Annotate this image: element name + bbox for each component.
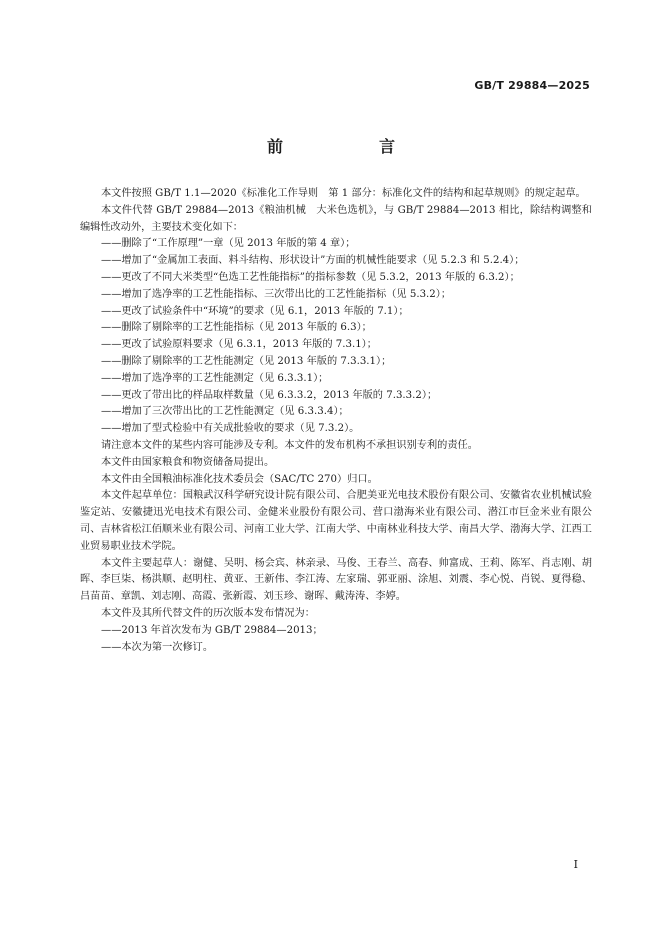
page-title: 前 言	[266, 137, 435, 156]
change-item: ——增加了选净率的工艺性能指标、三次带出比的工艺性能指标（见 5.3.2）；	[101, 288, 452, 300]
change-item: ——更改了带出比的样品取样数量（见 6.3.3.2，2013 年版的 7.3.3.2）；	[101, 389, 438, 401]
paragraph-history: 本文件及其所代替文件的历次版本发布情况为：	[101, 607, 315, 619]
foreword-body	[80, 186, 592, 656]
paragraph-drafting-rules: 本文件按照 GB/T 1.1—2020《标准化工作导则 第 1 部分：标准化文件的结构和起草规则》的规定起草。	[101, 188, 586, 199]
page-number: I	[573, 858, 578, 871]
paragraph-drafters: 本文件主要起草人：谢健、吴明、杨会宾、林亲录、马俊、王春兰、高春、帅富成、王莉、陈军、肖志刚、胡晖、李巨柒、杨洪顺、赵明柱、黄亚、王新伟、李江涛、左家瑞、郭亚丽、涂旭、刘震、李心悦、肖锐、夏得稳、吕苗苗、章凯、刘志刚、高霞、张新霞、刘玉珍、谢晖、戴涛涛、李婷。	[80, 557, 592, 603]
paragraph-drafting-units: 本文件起草单位：国粮武汉科学研究设计院有限公司、合肥美亚光电技术股份有限公司、安徽省农业机械试验鉴定站、安徽捷迅光电技术有限公司、金健米业股份有限公司、营口渤海米业有限公司、潜江市巨金米业有限公司、吉林省松江佰顺米业有限公司、河南工业大学、江南大学、中南林业科技大学、南昌大学、渤海大学、江西工业贸易职业技术学院。	[80, 490, 592, 552]
change-item: ——更改了不同大米类型“色选工艺性能指标”的指标参数（见 5.3.2，2013 年版的 6.3.2）；	[101, 271, 520, 283]
standard-code: GB/T 29884—2025	[474, 79, 590, 92]
change-item: ——删除了剔除率的工艺性能指标（见 2013 年版的 6.3）；	[101, 322, 372, 334]
change-item: ——更改了试验条件中“环境”的要求（见 6.1，2013 年版的 7.1）；	[101, 305, 409, 317]
change-item: ——增加了“金属加工表面、料斗结构、形状设计”方面的机械性能要求（见 5.2.3 和 5.2.4）；	[101, 255, 525, 267]
change-item: ——删除了剔除率的工艺性能测定（见 2013 年版的 7.3.3.1）；	[101, 355, 392, 367]
paragraph-patent-notice: 请注意本文件的某些内容可能涉及专利。本文件的发布机构不承担识别专利的责任。	[101, 439, 478, 451]
history-item: ——2013 年首次发布为 GB/T 29884—2013；	[101, 624, 323, 636]
change-item: ——增加了三次带出比的工艺性能测定（见 6.3.3.4）；	[101, 406, 349, 418]
change-item: ——增加了型式检验中有关成批验收的要求（见 7.3.2）。	[101, 423, 360, 435]
history-item: ——本次为第一次修订。	[101, 641, 214, 653]
change-item: ——删除了“工作原理”一章（见 2013 年版的第 4 章）；	[101, 238, 356, 250]
paragraph-replacement: 本文件代替 GB/T 29884—2013《粮油机械 大米色选机》，与 GB/T 29884—2013 相比，除结构调整和编辑性改动外，主要技术变化如下：	[80, 204, 592, 233]
change-item: ——增加了选净率的工艺性能测定（见 6.3.3.1）；	[101, 372, 329, 384]
paragraph-proposer: 本文件由国家粮食和物资储备局提出。	[101, 456, 275, 468]
change-item: ——更改了试验原料要求（见 6.3.1，2013 年版的 7.3.1）；	[101, 339, 377, 351]
paragraph-committee: 本文件由全国粮油标准化技术委员会（SAC/TC 270）归口。	[101, 473, 378, 485]
